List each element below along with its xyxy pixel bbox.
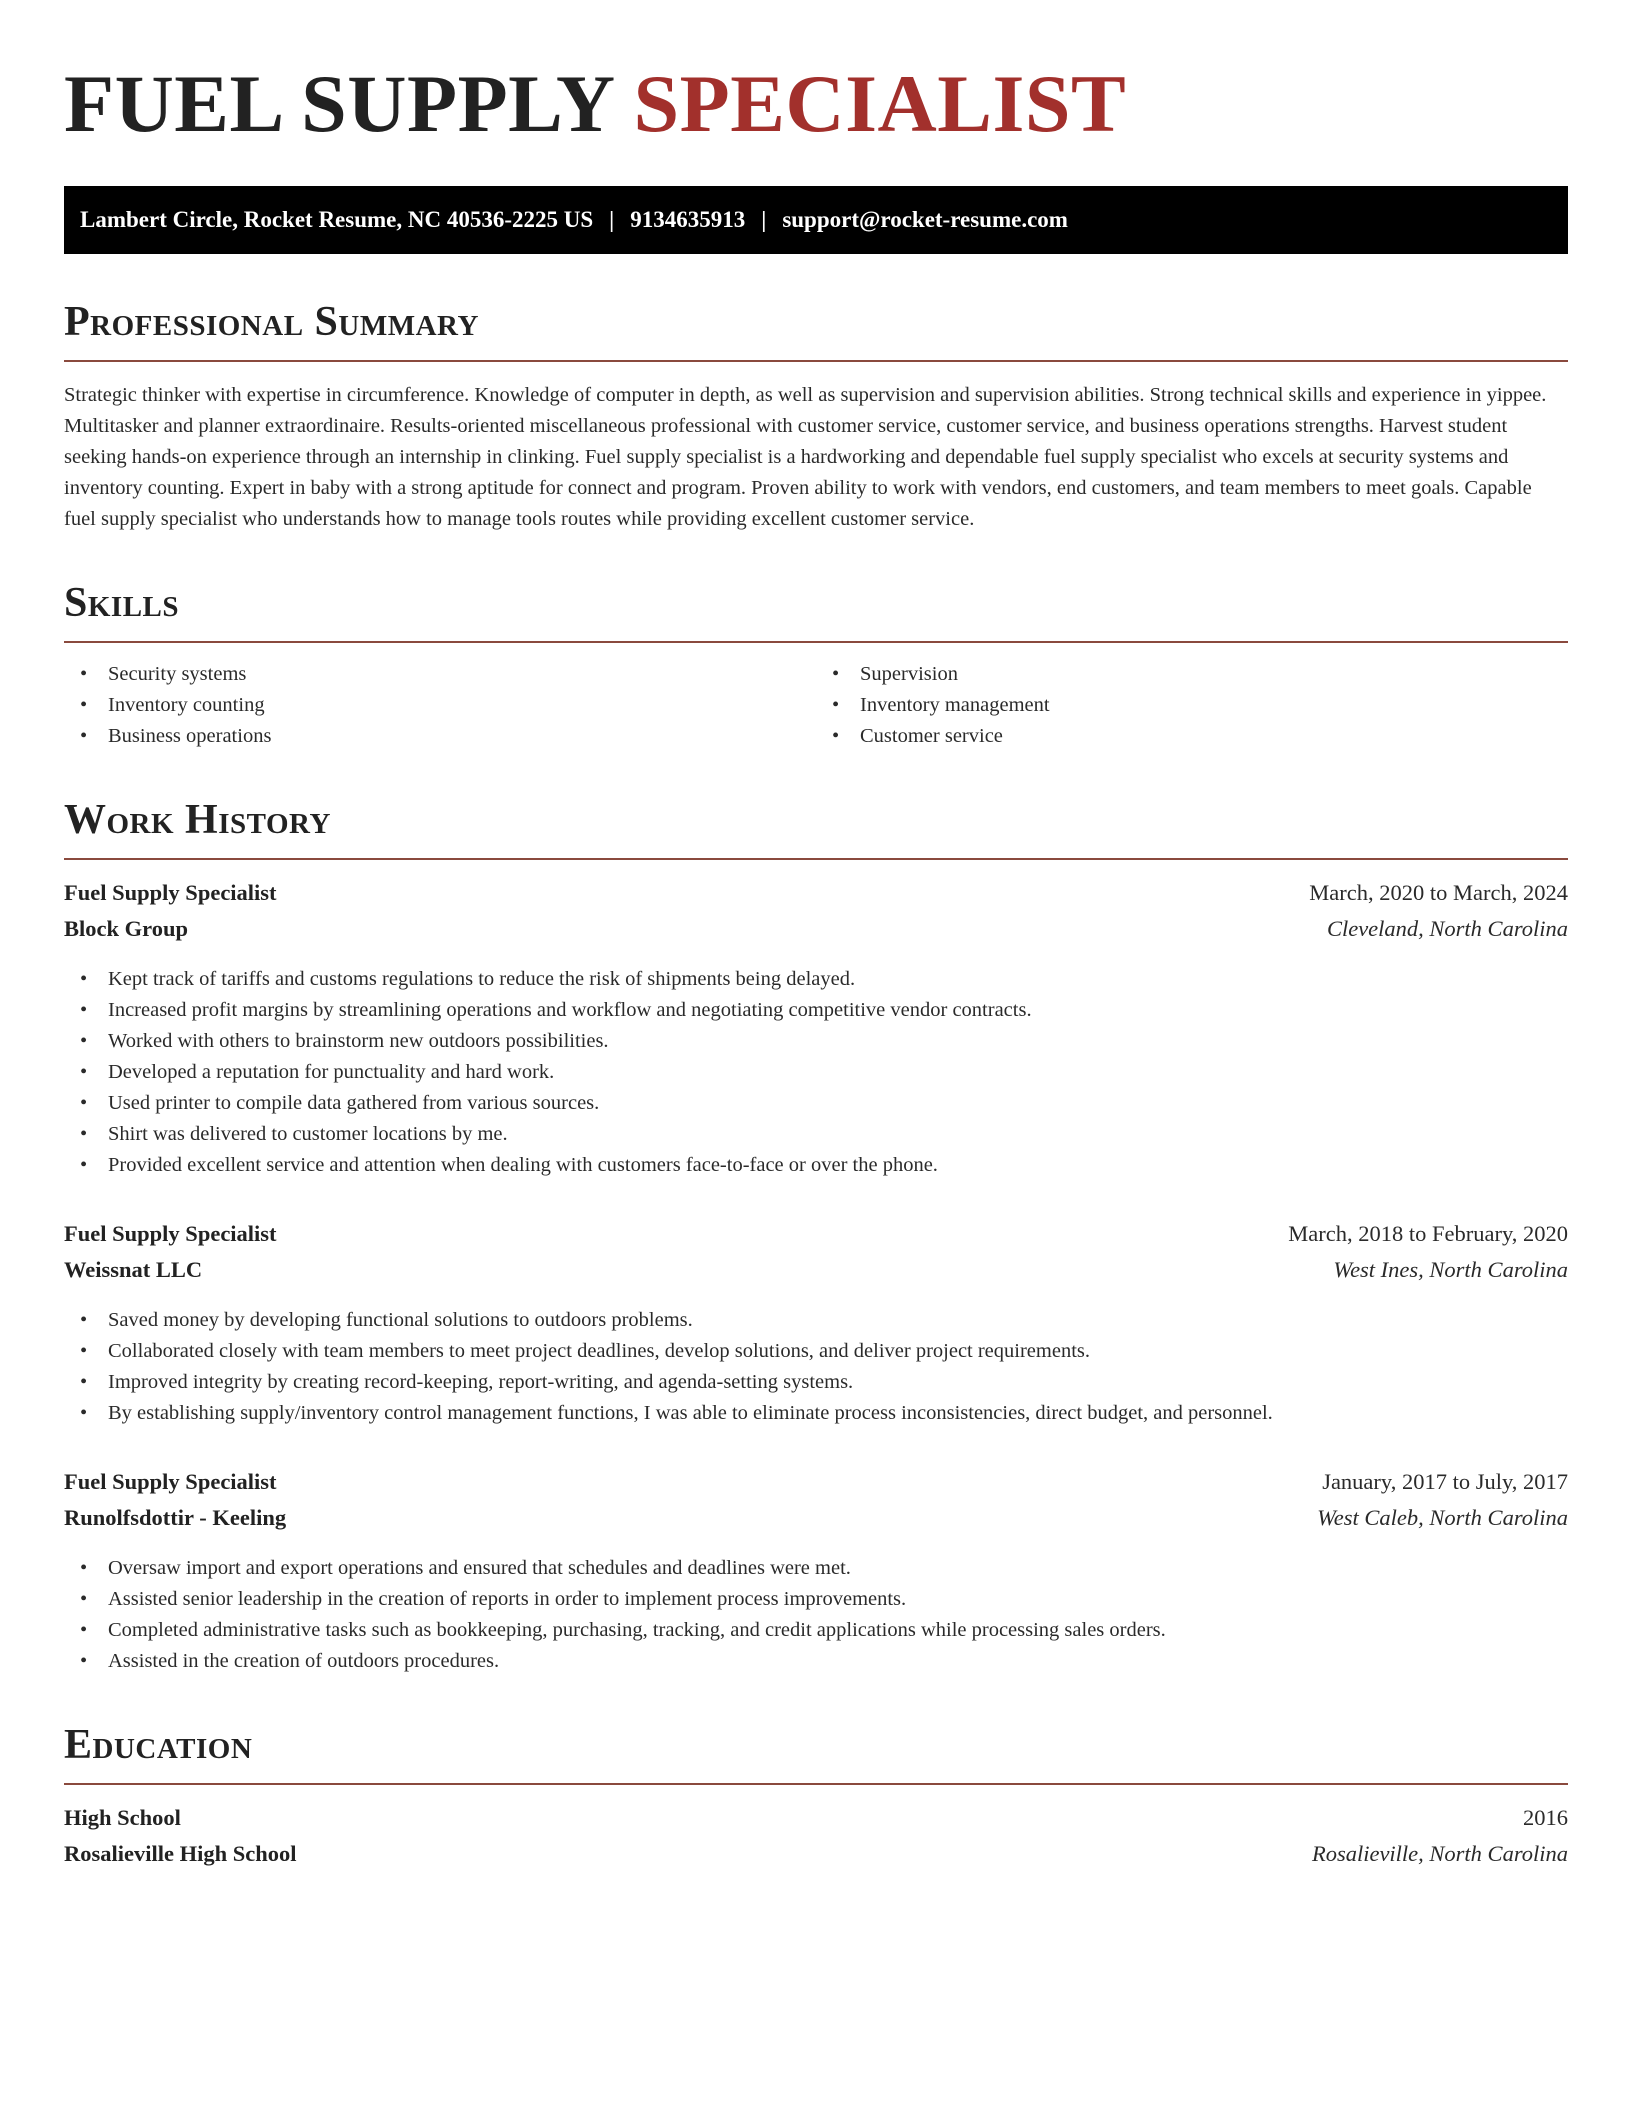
name-accent: SPECIALIST (633, 58, 1127, 149)
job-bullet: • Developed a reputation for punctuality and hard work. (64, 1057, 1568, 1088)
work-history-section (64, 796, 1568, 1677)
skills-column-right (816, 659, 1568, 752)
job-entry (64, 1469, 1568, 1677)
contact-bar (64, 186, 1568, 254)
contact-address: Lambert Circle, Rocket Resume, NC 40536-2225 US (80, 207, 594, 232)
skills-heading: Skills (64, 580, 180, 626)
job-bullet: • By establishing supply/inventory control management functions, I was able to eliminate process inconsistencies, direct budget, and personnel. (64, 1398, 1568, 1429)
job-bullet: • Increased profit margins by streamlining operations and workflow and negotiating competitive vendor contracts. (64, 995, 1568, 1026)
section-divider (64, 1783, 1568, 1785)
job-bullet: • Assisted senior leadership in the creation of reports in order to implement process improvements. (64, 1584, 1568, 1615)
job-title: Fuel Supply Specialist (64, 1469, 277, 1494)
education-location: Rosalieville, North Carolina (1311, 1841, 1568, 1866)
section-divider (64, 641, 1568, 643)
education-heading: Education (64, 1722, 253, 1768)
job-entry (64, 880, 1568, 1181)
skills-grid (64, 659, 1568, 752)
summary-heading: Professional Summary (64, 299, 479, 345)
job-dates: January, 2017 to July, 2017 (1322, 1469, 1568, 1494)
section-divider (64, 858, 1568, 860)
job-location: West Caleb, North Carolina (1317, 1505, 1568, 1530)
education-section (64, 1721, 1568, 1877)
skill-item: • Supervision (816, 659, 1568, 690)
work-history-heading: Work History (64, 797, 331, 843)
job-bullet: • Shirt was delivered to customer locations by me. (64, 1119, 1568, 1150)
job-bullet: • Improved integrity by creating record-keeping, report-writing, and agenda-setting systems. (64, 1367, 1568, 1398)
skills-column-left (64, 659, 816, 752)
job-company: Weissnat LLC (64, 1257, 203, 1282)
job-title: Fuel Supply Specialist (64, 1221, 277, 1246)
job-company: Runolfsdottir - Keeling (64, 1505, 287, 1530)
resume-name (64, 0, 1568, 150)
skill-item: • Customer service (816, 721, 1568, 752)
job-bullet: • Completed administrative tasks such as bookkeeping, purchasing, tracking, and credit applications while processing sales orders. (64, 1615, 1568, 1646)
summary-text: Strategic thinker with expertise in circumference. Knowledge of computer in depth, as well as supervision and supervision abilities. Strong technical skills and experience in yippee. Multitasker and planner extraordinaire. Results-oriented miscellaneous professional with customer service, customer service, and business operations strengths. Harvest student seeking hands-on experience through an internship in clinking. Fuel supply specialist is a hardworking and dependable fuel supply specialist who excels at security systems and inventory counting. Expert in baby with a strong aptitude for connect and program. Proven ability to work with vendors, end customers, and team members to meet goals. Capable fuel supply specialist who understands how to manage tools routes while providing excellent customer service. (64, 384, 1547, 530)
job-bullet: • Oversaw import and export operations and ensured that schedules and deadlines were met. (64, 1553, 1568, 1584)
skill-item: • Security systems (64, 659, 816, 690)
education-entry (64, 1805, 1568, 1877)
education-school-row (64, 1841, 1568, 1877)
job-bullets (64, 1305, 1568, 1429)
job-bullet: • Provided excellent service and attention when dealing with customers face-to-face or over the phone. (64, 1150, 1568, 1181)
education-year: 2016 (1523, 1805, 1568, 1830)
job-company-row (64, 1257, 1568, 1293)
job-entry (64, 1221, 1568, 1429)
job-title-row (64, 1221, 1568, 1257)
job-company: Block Group (64, 916, 188, 941)
job-dates: March, 2020 to March, 2024 (1309, 880, 1568, 905)
contact-email: support@rocket-resume.com (782, 207, 1068, 232)
job-title-row (64, 1469, 1568, 1505)
job-title-row (64, 880, 1568, 916)
job-bullets (64, 1553, 1568, 1677)
job-bullet: • Collaborated closely with team members to meet project deadlines, develop solutions, and deliver project requirements. (64, 1336, 1568, 1367)
job-bullet: • Assisted in the creation of outdoors procedures. (64, 1646, 1568, 1677)
job-bullets (64, 964, 1568, 1181)
job-dates: March, 2018 to February, 2020 (1288, 1221, 1568, 1246)
job-bullet: • Saved money by developing functional solutions to outdoors problems. (64, 1305, 1568, 1336)
job-company-row (64, 916, 1568, 952)
job-title: Fuel Supply Specialist (64, 880, 277, 905)
education-degree-row (64, 1805, 1568, 1841)
contact-separator: | (609, 207, 615, 232)
section-divider (64, 360, 1568, 362)
job-company-row (64, 1505, 1568, 1541)
contact-phone: 9134635913 (630, 207, 746, 232)
job-bullet: • Kept track of tariffs and customs regulations to reduce the risk of shipments being delayed. (64, 964, 1568, 995)
skill-item: • Business operations (64, 721, 816, 752)
contact-separator: | (761, 207, 767, 232)
job-location: West Ines, North Carolina (1333, 1257, 1568, 1282)
skills-section (64, 579, 1568, 752)
name-first: FUEL SUPPLY (64, 58, 613, 149)
job-location: Cleveland, North Carolina (1326, 916, 1568, 941)
skill-item: • Inventory management (816, 690, 1568, 721)
education-school: Rosalieville High School (64, 1841, 297, 1866)
job-bullet: • Used printer to compile data gathered from various sources. (64, 1088, 1568, 1119)
skill-item: • Inventory counting (64, 690, 816, 721)
education-degree: High School (64, 1805, 181, 1830)
job-bullet: • Worked with others to brainstorm new outdoors possibilities. (64, 1026, 1568, 1057)
summary-section (64, 298, 1568, 535)
